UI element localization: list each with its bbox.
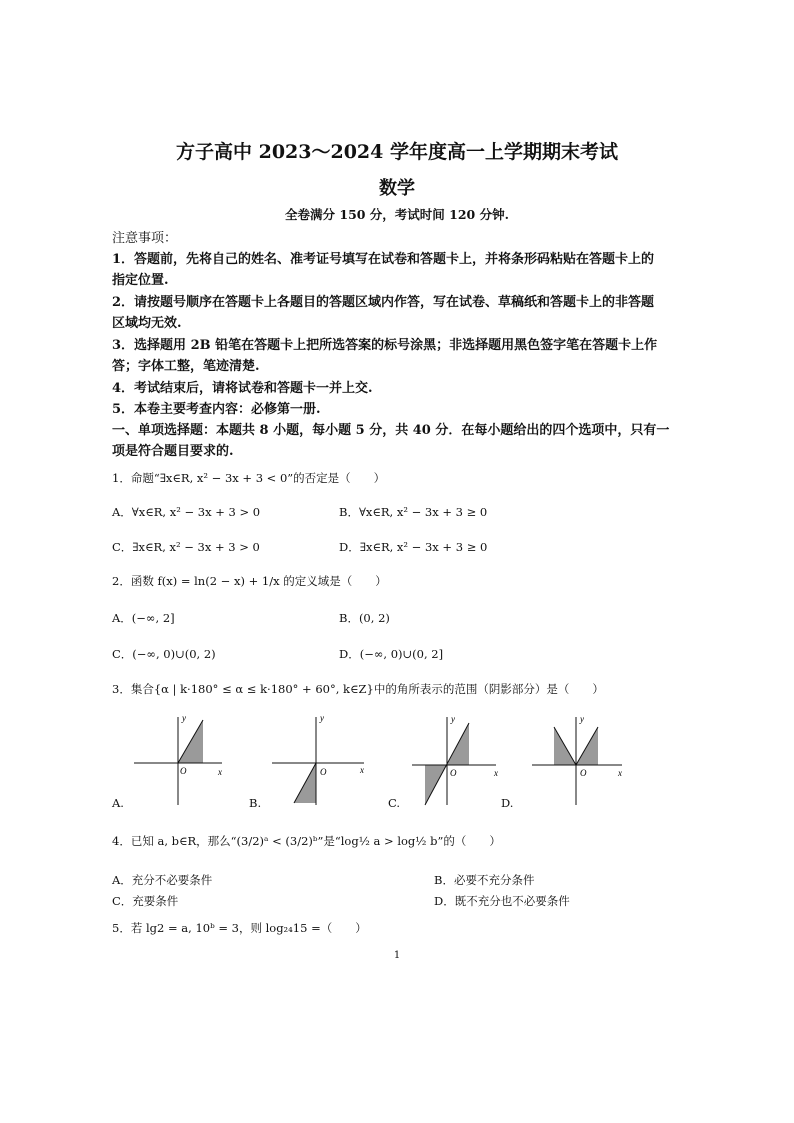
notes-heading: 注意事项： xyxy=(112,231,178,246)
origin-label: O xyxy=(320,767,327,777)
section-heading-line-2: 项是符合题目要求的. xyxy=(112,444,234,459)
y-label: y xyxy=(182,713,186,723)
q4-option-b: B．必要不充分条件 xyxy=(434,873,535,887)
notes-line-3: 2．请按题号顺序在答题卡上各题目的答题区域内作答，写在试卷、草稿纸和答题卡上的非答题 xyxy=(112,295,655,310)
q5-stem: 5．若 lg2 = a, 10ᵇ = 3，则 log₂₄15 =（ ） xyxy=(112,921,367,935)
section-heading-line-1: 一、单项选择题：本题共 8 小题，每小题 5 分，共 40 分．在每小题给出的四个选项中，只有一 xyxy=(112,423,670,438)
x-label: x xyxy=(360,765,364,775)
q3-option-b: B. xyxy=(249,796,262,810)
q3-option-d: D. xyxy=(501,796,514,810)
q3-graph-c xyxy=(410,713,504,807)
x-label: x xyxy=(494,768,498,778)
q3-graph-a xyxy=(132,713,228,807)
score-time-line: 全卷满分 150 分，考试时间 120 分钟. xyxy=(285,207,509,222)
q2-option-c: C．(−∞, 0)∪(0, 2) xyxy=(112,647,216,661)
x-label: x xyxy=(618,768,622,778)
q1-stem: 1．命题“∃x∈R, x² − 3x + 3 < 0”的否定是（ ） xyxy=(112,471,386,485)
q1-option-d: D．∃x∈R, x² − 3x + 3 ≥ 0 xyxy=(339,540,488,554)
q1-option-a: A．∀x∈R, x² − 3x + 3 > 0 xyxy=(112,505,261,519)
notes-line-7: 4．考试结束后，请将试卷和答题卡一并上交. xyxy=(112,381,373,396)
notes-line-5: 3．选择题用 2B 铅笔在答题卡上把所选答案的标号涂黑；非选择题用黑色签字笔在答题卡上作 xyxy=(112,338,658,353)
q4-option-a: A．充分不必要条件 xyxy=(112,873,213,887)
origin-label: O xyxy=(580,768,587,778)
origin-label: O xyxy=(450,768,457,778)
subject-heading: 数学 xyxy=(379,178,415,199)
notes-line-4: 区域均无效. xyxy=(112,316,182,331)
notes-line-6: 答；字体工整，笔迹清楚. xyxy=(112,359,260,374)
notes-line-2: 指定位置. xyxy=(112,273,169,288)
q2-option-a: A．(−∞, 2] xyxy=(112,611,175,625)
q3-stem: 3．集合{α | k·180° ≤ α ≤ k·180° + 60°, k∈Z}中的角所表示的范围（阴影部分）是（ ） xyxy=(112,682,604,696)
q2-option-b: B．(0, 2) xyxy=(339,611,390,625)
y-label: y xyxy=(320,713,324,723)
q4-stem: 4．已知 a, b∈R，那么“(3/2)ᵃ < (3/2)ᵇ”是“log½ a > log½ b”的（ ） xyxy=(112,834,501,848)
q1-option-c: C．∃x∈R, x² − 3x + 3 > 0 xyxy=(112,540,260,554)
q3-graph-b xyxy=(270,713,370,807)
q4-option-c: C．充要条件 xyxy=(112,894,179,908)
q4-option-d: D．既不充分也不必要条件 xyxy=(434,894,570,908)
page-number: 1 xyxy=(393,950,401,961)
y-label: y xyxy=(451,714,455,724)
notes-line-1: 1．答题前，先将自己的姓名、准考证号填写在试卷和答题卡上，并将条形码粘贴在答题卡上的 xyxy=(112,252,655,267)
x-label: x xyxy=(218,767,222,777)
exam-title: 方子高中 2023～2024 学年度高一上学期期末考试 xyxy=(176,141,618,163)
q2-option-d: D．(−∞, 0)∪(0, 2] xyxy=(339,647,444,661)
q3-graph-d xyxy=(530,713,626,807)
y-label: y xyxy=(580,714,584,724)
notes-line-8: 5．本卷主要考查内容：必修第一册. xyxy=(112,402,321,417)
q1-option-b: B．∀x∈R, x² − 3x + 3 ≥ 0 xyxy=(339,505,488,519)
q3-option-a: A. xyxy=(112,796,124,810)
q3-option-c: C. xyxy=(388,796,401,810)
q2-stem: 2．函数 f(x) = ln(2 − x) + 1/x 的定义域是（ ） xyxy=(112,574,387,588)
origin-label: O xyxy=(180,766,187,776)
